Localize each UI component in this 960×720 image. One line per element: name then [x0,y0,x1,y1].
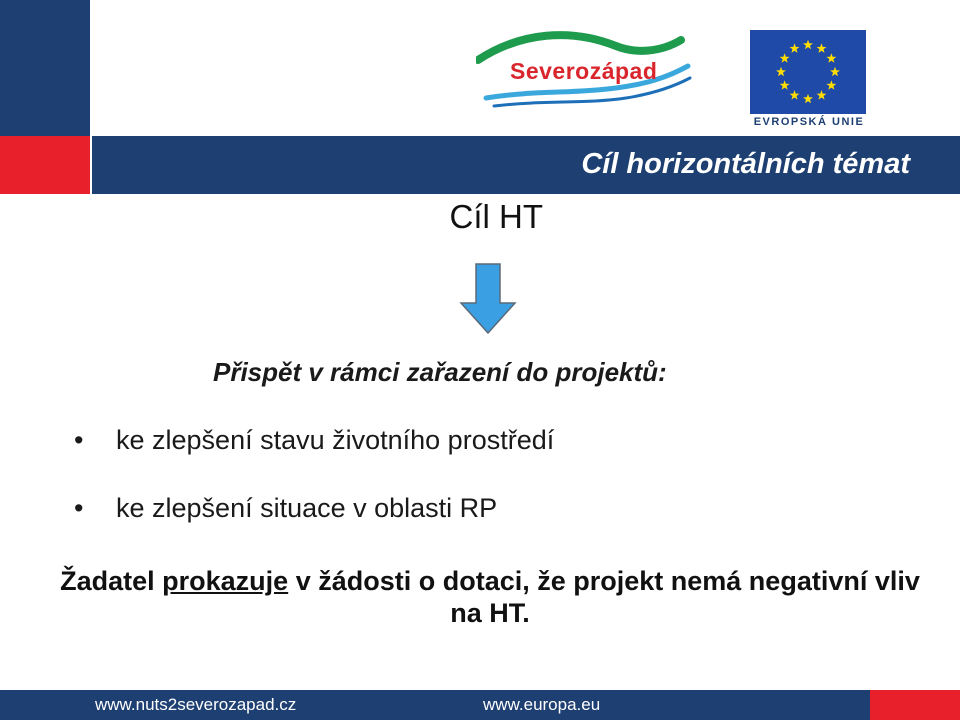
list-item [74,425,554,456]
footer-link-nuts2[interactable]: www.nuts2severozapad.cz [95,695,297,714]
eu-caption: EVROPSKÁ UNIE [753,116,865,128]
footer-link-europa[interactable]: www.europa.eu [483,695,601,714]
eu-flag-icon [750,30,866,114]
arrow-down-icon [459,263,517,335]
conclusion-underlined: prokazuje [162,566,289,596]
bullet-marker: • [74,493,84,523]
bullet-text: ke zlepšení stavu životního prostředí [116,425,555,455]
conclusion-part1: Žadatel [60,566,163,596]
list-item [74,493,497,524]
bullet-marker: • [74,425,84,455]
bullet-text: ke zlepšení situace v oblasti RP [116,493,498,523]
slide-title: Cíl horizontálních témat [581,148,910,180]
conclusion-text [60,565,920,629]
severozapad-logo [476,28,696,108]
section-heading: Přispět v rámci zařazení do projektů: [213,357,667,387]
footer-red-accent [870,690,960,720]
left-accent-navy [0,0,90,136]
logo-text: Severozápad [510,58,658,84]
conclusion-part2: v žádosti o dotaci, že projekt nemá negativní vliv na HT. [288,566,920,628]
goal-label: Cíl HT [449,198,543,235]
left-accent-red [0,136,90,194]
